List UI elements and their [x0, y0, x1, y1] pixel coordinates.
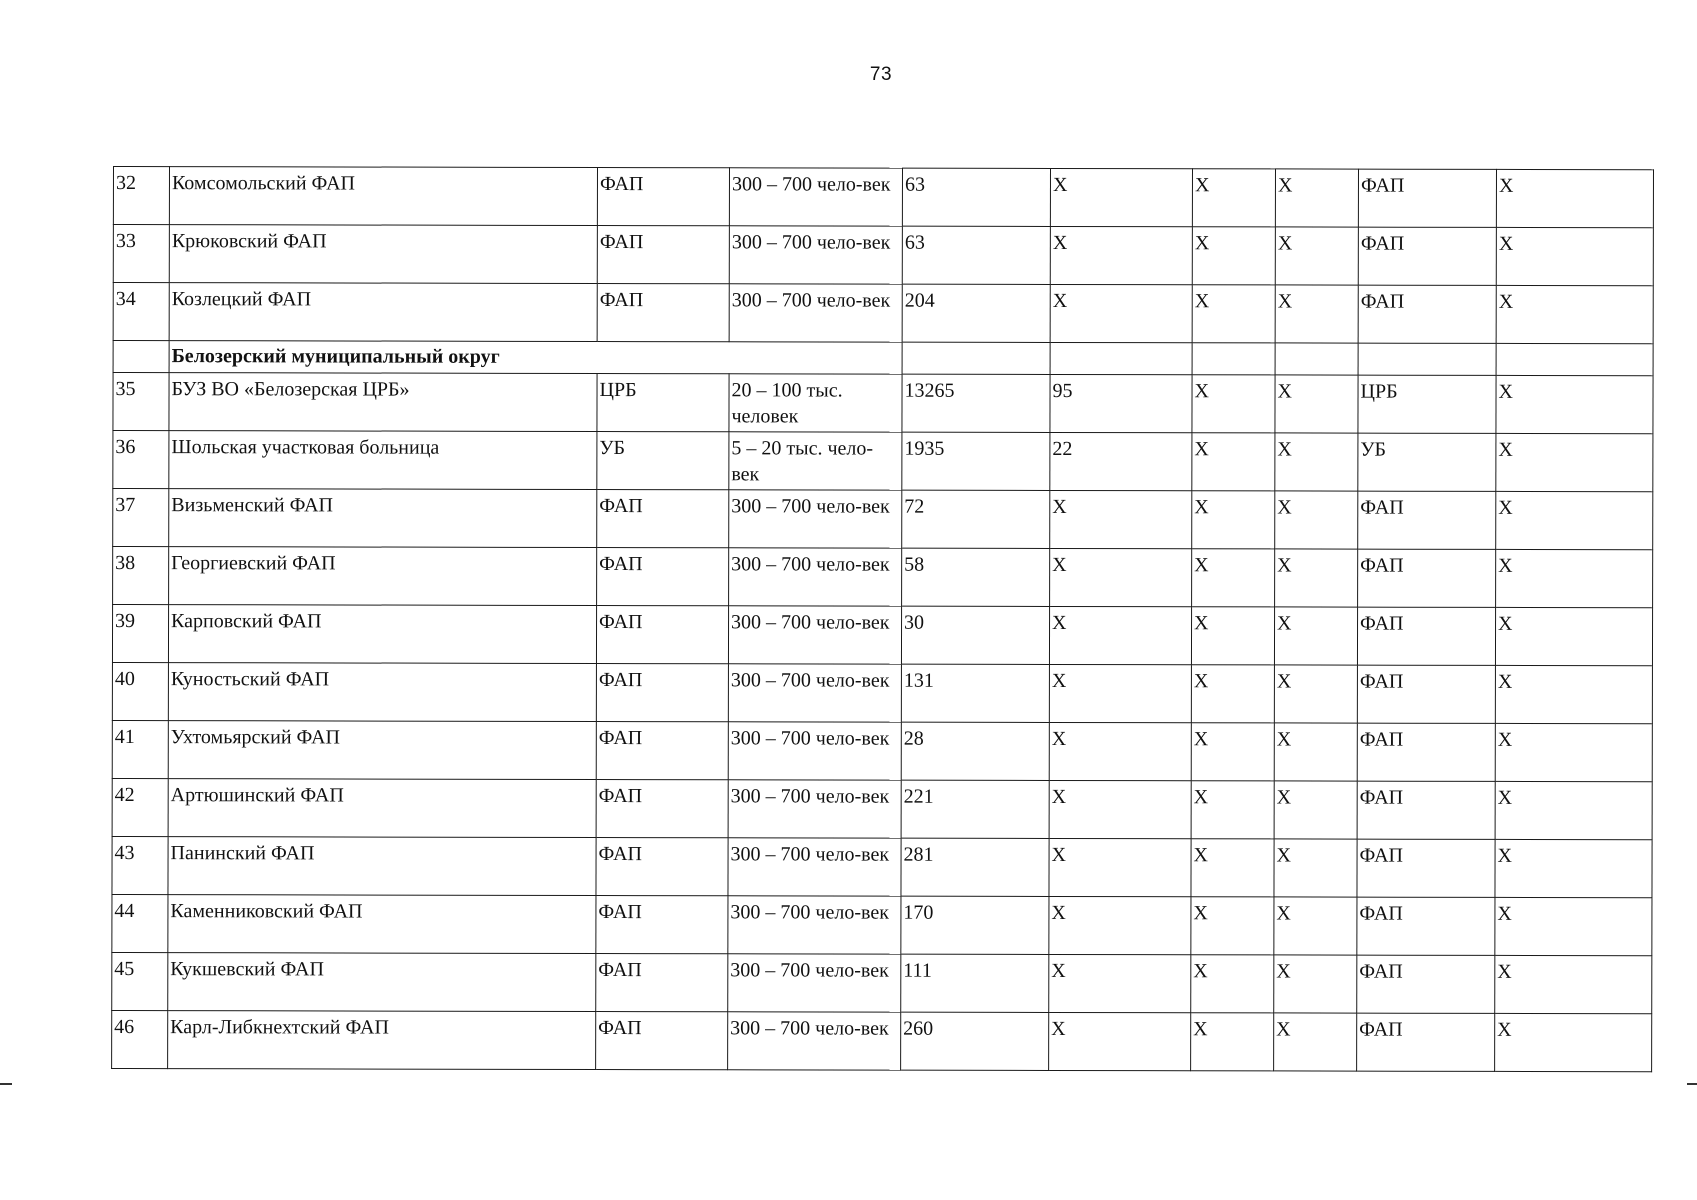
- table-row: [112, 662, 1652, 723]
- col7-cell: Х: [1191, 665, 1274, 723]
- col6-cell: Х: [1050, 548, 1192, 606]
- col7-cell: Х: [1191, 839, 1274, 897]
- facility-name-cell: Кукшевский ФАП: [168, 953, 596, 1012]
- row-number-cell: 34: [113, 283, 169, 341]
- table-row: [112, 778, 1652, 839]
- row-number-cell: 46: [112, 1010, 168, 1068]
- row-number-cell: 40: [112, 662, 168, 720]
- section-empty-cell: [1496, 343, 1653, 375]
- population-range-cell: 300 – 700 чело-век: [729, 548, 902, 606]
- population-range-cell: 300 – 700 чело-век: [728, 664, 901, 722]
- section-block: [113, 341, 1653, 376]
- col9-cell: ФАП: [1358, 491, 1496, 549]
- col7-cell: Х: [1191, 897, 1274, 955]
- table-row: [113, 373, 1653, 434]
- col10-cell: Х: [1495, 781, 1652, 839]
- facility-type-cell: ФАП: [596, 954, 728, 1012]
- facility-name-cell: Козлецкий ФАП: [169, 283, 597, 342]
- col10-cell: Х: [1495, 607, 1652, 665]
- col8-cell: Х: [1274, 665, 1357, 723]
- facility-name-cell: Артюшинский ФАП: [168, 779, 596, 838]
- col6-cell: Х: [1050, 490, 1192, 548]
- value-cell: 28: [901, 722, 1049, 780]
- col7-cell: Х: [1191, 1013, 1274, 1071]
- col7-cell: Х: [1192, 491, 1275, 549]
- table-row: [113, 547, 1653, 608]
- rows-after-section: [112, 373, 1653, 1072]
- col7-cell: Х: [1192, 433, 1275, 491]
- page-number: 73: [869, 64, 893, 85]
- row-number-cell: 36: [113, 431, 169, 489]
- population-range-cell: 300 – 700 чело-век: [729, 168, 902, 226]
- value-cell: 221: [901, 780, 1049, 838]
- col6-cell: Х: [1049, 954, 1191, 1012]
- col8-cell: Х: [1274, 839, 1357, 897]
- facility-name-cell: Ухтомьярский ФАП: [168, 721, 596, 780]
- population-range-cell: 20 – 100 тыс. человек: [729, 374, 902, 432]
- col7-cell: Х: [1191, 955, 1274, 1013]
- section-empty-cell: [1192, 343, 1275, 375]
- facility-type-cell: ФАП: [597, 168, 729, 226]
- col7-cell: Х: [1192, 375, 1275, 433]
- value-cell: 111: [901, 954, 1049, 1012]
- table-row: [112, 952, 1652, 1013]
- table-row: [112, 894, 1652, 955]
- value-cell: 30: [901, 606, 1049, 664]
- facilities-table: [111, 166, 1654, 1072]
- facility-name-cell: Карл-Либкнехтский ФАП: [168, 1011, 596, 1070]
- col8-cell: Х: [1275, 549, 1358, 607]
- facility-type-cell: ФАП: [596, 896, 728, 954]
- col10-cell: Х: [1496, 375, 1653, 433]
- col6-cell: Х: [1050, 284, 1192, 342]
- col6-cell: 22: [1050, 432, 1192, 490]
- value-cell: 1935: [902, 432, 1050, 490]
- col10-cell: Х: [1496, 285, 1653, 343]
- col7-cell: Х: [1191, 781, 1274, 839]
- population-range-cell: 5 – 20 тыс. чело-век: [729, 432, 902, 490]
- table-row: [112, 720, 1652, 781]
- value-cell: 260: [901, 1012, 1049, 1070]
- col9-cell: ФАП: [1357, 607, 1495, 665]
- table-row: [112, 836, 1652, 897]
- facility-name-cell: Каменниковский ФАП: [168, 895, 596, 954]
- value-cell: 63: [902, 226, 1050, 284]
- col10-cell: Х: [1495, 955, 1652, 1013]
- col7-cell: Х: [1192, 227, 1275, 285]
- col8-cell: Х: [1274, 955, 1357, 1013]
- facility-type-cell: ФАП: [597, 226, 729, 284]
- facility-type-cell: ФАП: [597, 548, 729, 606]
- value-cell: 58: [902, 548, 1050, 606]
- section-empty-cell: [1050, 342, 1192, 374]
- population-range-cell: 300 – 700 чело-век: [728, 780, 901, 838]
- scan-edge-mark-left: [0, 1083, 12, 1085]
- population-range-cell: 300 – 700 чело-век: [728, 722, 901, 780]
- col6-cell: 95: [1050, 374, 1192, 432]
- col6-cell: Х: [1049, 780, 1191, 838]
- table-row: [112, 1010, 1652, 1071]
- facility-name-cell: Крюковский ФАП: [169, 225, 597, 284]
- col8-cell: Х: [1275, 491, 1358, 549]
- col6-cell: Х: [1049, 664, 1191, 722]
- facility-type-cell: ЦРБ: [597, 374, 729, 432]
- col7-cell: Х: [1192, 285, 1275, 343]
- col8-cell: Х: [1275, 169, 1358, 227]
- facility-name-cell: Куностьский ФАП: [168, 663, 596, 722]
- col8-cell: Х: [1275, 375, 1358, 433]
- row-number-cell: 35: [113, 373, 169, 431]
- col7-cell: Х: [1191, 607, 1274, 665]
- table-row: [113, 431, 1653, 492]
- section-empty-cell: [1275, 343, 1358, 375]
- row-number-cell: 44: [112, 894, 168, 952]
- facility-type-cell: ФАП: [597, 490, 729, 548]
- value-cell: 131: [901, 664, 1049, 722]
- row-number-cell: 45: [112, 952, 168, 1010]
- col9-cell: ФАП: [1357, 839, 1495, 897]
- facility-type-cell: УБ: [597, 432, 729, 490]
- col10-cell: Х: [1495, 665, 1652, 723]
- col9-cell: ФАП: [1357, 665, 1495, 723]
- value-cell: 72: [902, 490, 1050, 548]
- col6-cell: Х: [1050, 226, 1192, 284]
- row-number-cell: 42: [112, 778, 168, 836]
- facility-name-cell: БУЗ ВО «Белозерская ЦРБ»: [169, 373, 597, 432]
- col6-cell: Х: [1049, 1012, 1191, 1070]
- col9-cell: ФАП: [1358, 285, 1496, 343]
- facility-name-cell: Карповский ФАП: [168, 605, 596, 664]
- population-range-cell: 300 – 700 чело-век: [729, 226, 902, 284]
- col6-cell: Х: [1049, 722, 1191, 780]
- col9-cell: ФАП: [1357, 897, 1495, 955]
- col8-cell: Х: [1275, 227, 1358, 285]
- table-row: [113, 167, 1653, 228]
- scan-edge-mark-right: [1687, 1083, 1697, 1085]
- table-row: [113, 489, 1653, 550]
- row-number-cell: 39: [112, 605, 168, 663]
- row-number-cell: 43: [112, 836, 168, 894]
- section-title: Белозерский муниципальный округ: [169, 341, 902, 375]
- facility-type-cell: ФАП: [596, 838, 728, 896]
- value-cell: 13265: [902, 374, 1050, 432]
- facility-type-cell: ФАП: [596, 664, 728, 722]
- col6-cell: Х: [1049, 896, 1191, 954]
- col10-cell: Х: [1496, 549, 1653, 607]
- table-row: [112, 605, 1652, 666]
- population-range-cell: 300 – 700 чело-век: [728, 838, 901, 896]
- facility-type-cell: ФАП: [597, 284, 729, 342]
- row-number-cell: 38: [113, 547, 169, 605]
- value-cell: 63: [902, 168, 1050, 226]
- rows-before-section: [113, 167, 1653, 344]
- facility-name-cell: Шольская участковая больница: [169, 431, 597, 490]
- col9-cell: ЦРБ: [1358, 375, 1496, 433]
- value-cell: 170: [901, 896, 1049, 954]
- facility-type-cell: ФАП: [596, 606, 728, 664]
- col10-cell: Х: [1496, 227, 1653, 285]
- row-number-cell: 33: [113, 225, 169, 283]
- col10-cell: Х: [1496, 491, 1653, 549]
- table-row: [113, 225, 1653, 286]
- section-empty-cell: [1358, 343, 1496, 375]
- col9-cell: ФАП: [1357, 955, 1495, 1013]
- population-range-cell: 300 – 700 чело-век: [728, 1012, 901, 1070]
- row-number-cell: 37: [113, 489, 169, 547]
- col9-cell: ФАП: [1358, 169, 1496, 227]
- facility-name-cell: Визьменский ФАП: [169, 489, 597, 548]
- section-row: [113, 341, 1653, 376]
- col8-cell: Х: [1274, 723, 1357, 781]
- col7-cell: Х: [1192, 549, 1275, 607]
- col10-cell: Х: [1496, 169, 1653, 227]
- facility-type-cell: ФАП: [596, 1012, 728, 1070]
- col9-cell: ФАП: [1358, 227, 1496, 285]
- col9-cell: ФАП: [1357, 781, 1495, 839]
- col6-cell: Х: [1049, 606, 1191, 664]
- col7-cell: Х: [1192, 169, 1275, 227]
- col8-cell: Х: [1274, 781, 1357, 839]
- col10-cell: Х: [1495, 897, 1652, 955]
- section-num-cell: [113, 341, 169, 373]
- facility-name-cell: Комсомольский ФАП: [169, 167, 597, 226]
- col8-cell: Х: [1274, 897, 1357, 955]
- value-cell: 281: [901, 838, 1049, 896]
- value-cell: 204: [902, 284, 1050, 342]
- row-number-cell: 41: [112, 720, 168, 778]
- col8-cell: Х: [1275, 285, 1358, 343]
- col9-cell: ФАП: [1358, 549, 1496, 607]
- col8-cell: Х: [1274, 607, 1357, 665]
- population-range-cell: 300 – 700 чело-век: [728, 606, 901, 664]
- col8-cell: Х: [1275, 433, 1358, 491]
- row-number-cell: 32: [113, 167, 169, 225]
- facility-type-cell: ФАП: [596, 780, 728, 838]
- population-range-cell: 300 – 700 чело-век: [729, 284, 902, 342]
- col9-cell: ФАП: [1357, 723, 1495, 781]
- col10-cell: Х: [1495, 1013, 1652, 1071]
- col9-cell: ФАП: [1357, 1013, 1495, 1071]
- population-range-cell: 300 – 700 чело-век: [729, 490, 902, 548]
- col10-cell: Х: [1495, 839, 1652, 897]
- section-empty-cell: [902, 342, 1050, 374]
- table-row: [113, 283, 1653, 344]
- facility-name-cell: Панинский ФАП: [168, 837, 596, 896]
- col6-cell: Х: [1050, 168, 1192, 226]
- col9-cell: УБ: [1358, 433, 1496, 491]
- facility-type-cell: ФАП: [596, 722, 728, 780]
- col8-cell: Х: [1274, 1013, 1357, 1071]
- population-range-cell: 300 – 700 чело-век: [728, 896, 901, 954]
- col10-cell: Х: [1495, 723, 1652, 781]
- col7-cell: Х: [1191, 723, 1274, 781]
- col6-cell: Х: [1049, 838, 1191, 896]
- col10-cell: Х: [1496, 433, 1653, 491]
- facility-name-cell: Георгиевский ФАП: [169, 547, 597, 606]
- population-range-cell: 300 – 700 чело-век: [728, 954, 901, 1012]
